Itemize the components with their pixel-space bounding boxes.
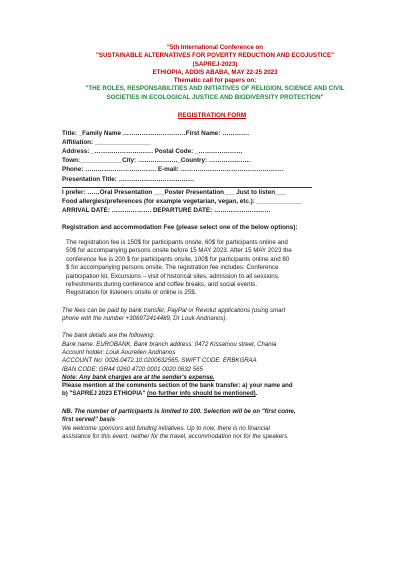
reference-end: . [255, 390, 258, 398]
bank-name: Bank name: EUROBANK, Bank branch address: 0472 Kissamou street, Chania [62, 340, 277, 348]
account-number: ACCOUNT No: 0026.0472.10.0200632565, SWIFT CODE: ERBKGRAA [62, 357, 257, 365]
phone-email-field-row[interactable]: Phone: ……………………………. E-mail: …………………………………………. [62, 166, 284, 174]
transfer-comment-instruction: Please mention at the comments section of the bank transfer: a) your name and [62, 382, 293, 390]
address-field-row[interactable]: Address: _………………………. Postal Code: _………………… [62, 148, 243, 156]
fee-line: Registration for listeners onsite or online is 25$. [66, 289, 197, 297]
header-conference-title: "SUSTAINABLE ALTERNATIVES FOR POVERTY REDUCTION AND ECOJUSTICE" [95, 52, 335, 60]
header-call-for-papers: Thematic call for papers on: [173, 77, 257, 85]
transfer-comment-reference [62, 390, 362, 398]
payment-note-line: The fees can be paid by bank transfer, PayPal or Revolut applications (using smart [62, 306, 286, 314]
bank-charges-note: Note: Any bank charges are at the sender's expense. [62, 373, 215, 381]
presentation-title-field-row[interactable]: Presentation Title: ……………………………… [62, 175, 195, 183]
arrival-departure-row[interactable]: ARRIVAL DATE: ………………. DEPARTURE DATE: ……………………… [62, 206, 271, 214]
fee-line: participation kit, Excursions – visit of historical sites, admission to all sessions, [66, 272, 280, 280]
bank-intro: The bank details are the following: [62, 332, 155, 340]
payment-note-line: phone with the number +306972414489, Dr Louk Andrianos). [62, 315, 228, 323]
affiliation-field-row[interactable]: Affiliation: ________________ [62, 139, 151, 147]
participant-limit-note [62, 408, 362, 442]
town-field-row[interactable]: Town:____________City: ………………._Country: ……………….. [62, 157, 251, 165]
fee-line: conference fee is 200 $ for participants onsite, 100$ for participants online and 80 [66, 255, 290, 263]
registration-fields [62, 129, 362, 215]
nb-line-3: We welcome sponsors and funding initiatives. Up to now, there is no financial [62, 424, 270, 432]
fee-description [62, 239, 362, 298]
header-line-1: "5th International Conference on [166, 44, 264, 51]
header-theme-line-2: SOCIETIES IN ECOLOGICAL JUSTICE AND BIODIVERSITY PROTECTION" [106, 93, 324, 101]
name-field-row[interactable]: Title: _Family Name …………………………First Name: …………. [62, 130, 250, 138]
header-theme-line-1: "THE ROLES, RESPONSABILITIES AND INITIATIVES OF RELIGION, SCIENCE AND CIVIL [85, 85, 345, 93]
fee-section-title: Registration and accommodation Fee (please select one of the below options): [62, 223, 298, 231]
account-holder: Account holder: Louk Aourelien Andrianos [62, 348, 176, 356]
payment-methods-note [62, 307, 362, 324]
form-title: REGISTRATION FORM [177, 112, 247, 120]
fee-line: $ for accompanying persons onsite. The registration fee includes: Conference [66, 264, 279, 272]
nb-line-4: assistance for this event, neither for the travel, accommodation nor for the speakers. [62, 432, 289, 440]
nb-line-1: NB. The number of participants is limited to 100. Selection will be on "first come, [62, 407, 296, 415]
fee-line: The registration fee is 150$ for participants onsite, 60$ for participants online and [66, 238, 288, 246]
header-location-date: ETHIOPIA, ADDIS ABABA, MAY 22-25 2023 [152, 68, 278, 76]
reference-text: b) "SAPREJ 2023 ETHIOPIA" [62, 390, 148, 398]
iban-code: IBAN CODE: GR44 0260 4720 0001 0020 0632 565 [62, 365, 203, 373]
bank-details [62, 332, 362, 398]
reference-restriction: (no further info should be mentioned) [147, 390, 256, 398]
header-acronym: (SAPREJ-2023) [192, 60, 238, 68]
fee-line: refreshments during conference and coffee breaks, and social events. [66, 280, 258, 288]
nb-line-2: first served" basis [62, 416, 116, 424]
conference-header [54, 44, 376, 102]
food-preferences-row[interactable]: Food allergies/preferences (for example vegetarian, vegan, etc.): _____________ [62, 197, 303, 205]
fee-line: 50$ for accompanying persons onsite before 15 MAY 2023. After 15 MAY 2023 the [66, 247, 292, 255]
presentation-preference-row[interactable]: I prefer: ……Oral Presentation ___Poster Presentation___ Just to listen___ [62, 188, 286, 196]
